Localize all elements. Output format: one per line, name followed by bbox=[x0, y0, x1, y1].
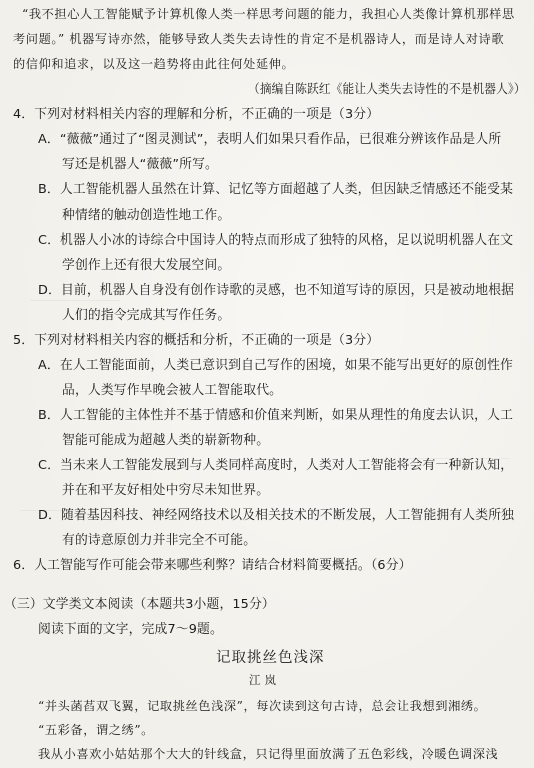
question-4-option-a-cont: 写还是机器人“薇薇”所写。 bbox=[62, 157, 218, 172]
question-4-stem: 4．下列对材料相关内容的理解和分析，不正确的一项是（3分） bbox=[13, 107, 380, 122]
question-5-option-d: D．随着基因科技、神经网络技术以及相关技术的不断发展，人工智能拥有人类所独 bbox=[38, 508, 515, 523]
question-5-option-c-cont: 并在和平友好相处中穷尽未知世界。 bbox=[62, 483, 270, 498]
question-4-option-b: B．人工智能机器人虽然在计算、记忆等方面超越了人类，但因缺乏情感还不能受某 bbox=[38, 182, 514, 197]
question-6-stem: 6．人工智能写作可能会带来哪些利弊？请结合材料简要概括。（6分） bbox=[13, 558, 412, 573]
question-5-option-d-cont: 有的诗意原创力并非完全不可能。 bbox=[62, 533, 257, 548]
question-4-option-d: D．目前，机器人自身没有创作诗歌的灵感，也不知道写诗的原因，只是被动地根据 bbox=[38, 283, 515, 298]
story-title: 记取挑丝色浅深 bbox=[216, 650, 325, 666]
question-5-option-b: B．人工智能的主体性并不基于情感和价值来判断，如果从理性的角度去认识，人工 bbox=[38, 408, 514, 423]
story-line: 我从小喜欢小姑姑那个大大的针线盒，只记得里面放满了五色彩线，冷暖色调深浅 bbox=[38, 747, 499, 761]
question-4-option-a: A．“薇薇”通过了“图灵测试”，表明人们如果只看作品，已很难分辨该作品是人所 bbox=[38, 132, 502, 147]
question-5-stem: 5．下列对材料相关内容的概括和分析，不正确的一项是（3分） bbox=[13, 333, 380, 348]
question-5-option-a-cont: 品，人类写作早晚会被人工智能取代。 bbox=[62, 383, 283, 398]
bleed-through-line bbox=[30, 300, 120, 301]
question-5-option-b-cont: 智能可能成为超越人类的崭新物种。 bbox=[62, 433, 270, 448]
question-4-option-d-cont: 人们的指令完成其写作任务。 bbox=[62, 308, 231, 323]
story-line: “并头菡萏双飞翼，记取挑丝色浅深”，每次读到这句古诗，总会让我想到湘绣。 bbox=[38, 699, 487, 713]
section-3-instruction: 阅读下面的文字，完成7～9题。 bbox=[38, 622, 223, 637]
passage-line: 考问题。” 机器写诗亦然，能够导致人类失去诗性的肯定不是机器诗人，而是诗人对诗歌 bbox=[13, 32, 505, 46]
question-4-option-c: C．机器人小冰的诗综合中国诗人的特点而形成了独特的风格，足以说明机器人在文 bbox=[38, 233, 514, 248]
story-line: “五彩备，谓之绣”。 bbox=[38, 723, 154, 737]
question-5-option-c: C．当未来人工智能发展到与人类同样高度时，人类对人工智能将会有一种新认知， bbox=[38, 458, 514, 473]
question-4-option-c-cont: 学创作上还有很大发展空间。 bbox=[62, 258, 231, 273]
passage-line: “我不担心人工智能赋予计算机像人类一样思考问题的能力，我担心人类像计算机那样思 bbox=[22, 7, 515, 21]
passage-line: 的信仰和追求，以及这一趋势将由此往何处延伸。 bbox=[13, 57, 295, 71]
question-4-option-b-cont: 种情绪的触动创造性地工作。 bbox=[62, 208, 231, 223]
story-author: 江 岚 bbox=[249, 673, 277, 687]
section-3-heading: （三）文学类文本阅读（本题共3小题，15分） bbox=[4, 597, 275, 612]
passage-citation: （摘编自陈跃红《能让人类失去诗性的不是机器人》） bbox=[248, 81, 526, 96]
question-5-option-a: A．在人工智能面前，人类已意识到自己写作的困境，如果不能写出更好的原创性作 bbox=[38, 358, 513, 373]
